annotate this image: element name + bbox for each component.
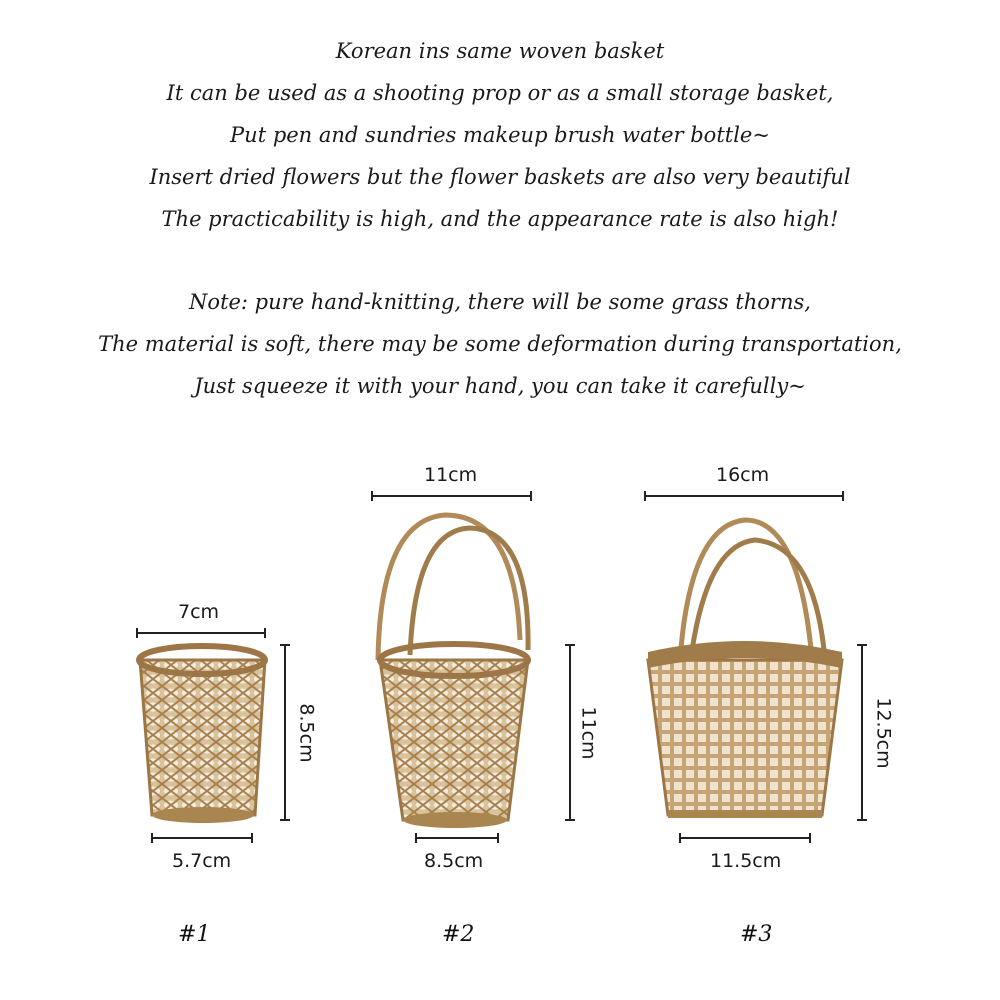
- basket-1-bottom-width-label: 5.7cm: [172, 850, 232, 872]
- basket-2-top-width-label: 11cm: [424, 464, 478, 486]
- note-line: The material is soft, there may be some deformation during transportation,: [98, 332, 902, 356]
- basket-3-image: [648, 520, 842, 818]
- description-line: Korean ins same woven basket: [335, 39, 665, 63]
- basket-1-image: [139, 646, 265, 823]
- basket-1-top-dimension-line: [137, 628, 265, 638]
- basket-3-height-dimension-line: [857, 645, 867, 820]
- basket-3-bottom-dimension-line: [680, 833, 810, 843]
- product-number-1: #1: [178, 922, 211, 947]
- basket-1-bottom-dimension-line: [152, 833, 252, 843]
- basket-2-top-dimension-line: [372, 491, 531, 501]
- basket-2-height-label: 11cm: [577, 706, 600, 760]
- basket-1-height-label: 8.5cm: [295, 703, 318, 763]
- product-number-2: #2: [442, 922, 475, 947]
- basket-2-height-dimension-line: [565, 645, 575, 820]
- description-line: Insert dried flowers but the flower baskets are also very beautiful: [149, 165, 851, 189]
- product-number-3: #3: [740, 922, 773, 947]
- basket-1-top-width-label: 7cm: [178, 601, 220, 623]
- basket-3-height-label: 12.5cm: [872, 697, 895, 769]
- note-line: Note: pure hand-knitting, there will be some grass thorns,: [189, 290, 811, 314]
- basket-3-top-dimension-line: [645, 491, 843, 501]
- description-line: The practicability is high, and the appearance rate is also high!: [161, 207, 839, 231]
- basket-2-image: [378, 515, 528, 828]
- basket-1-height-dimension-line: [280, 645, 290, 820]
- basket-3-bottom-width-label: 11.5cm: [710, 850, 782, 872]
- basket-2-bottom-dimension-line: [416, 833, 498, 843]
- description-line: It can be used as a shooting prop or as a small storage basket,: [166, 81, 834, 105]
- basket-2-bottom-width-label: 8.5cm: [424, 850, 484, 872]
- basket-3-top-width-label: 16cm: [716, 464, 770, 486]
- note-line: Just squeeze it with your hand, you can take it carefully~: [194, 374, 806, 398]
- description-line: Put pen and sundries makeup brush water bottle~: [230, 123, 770, 147]
